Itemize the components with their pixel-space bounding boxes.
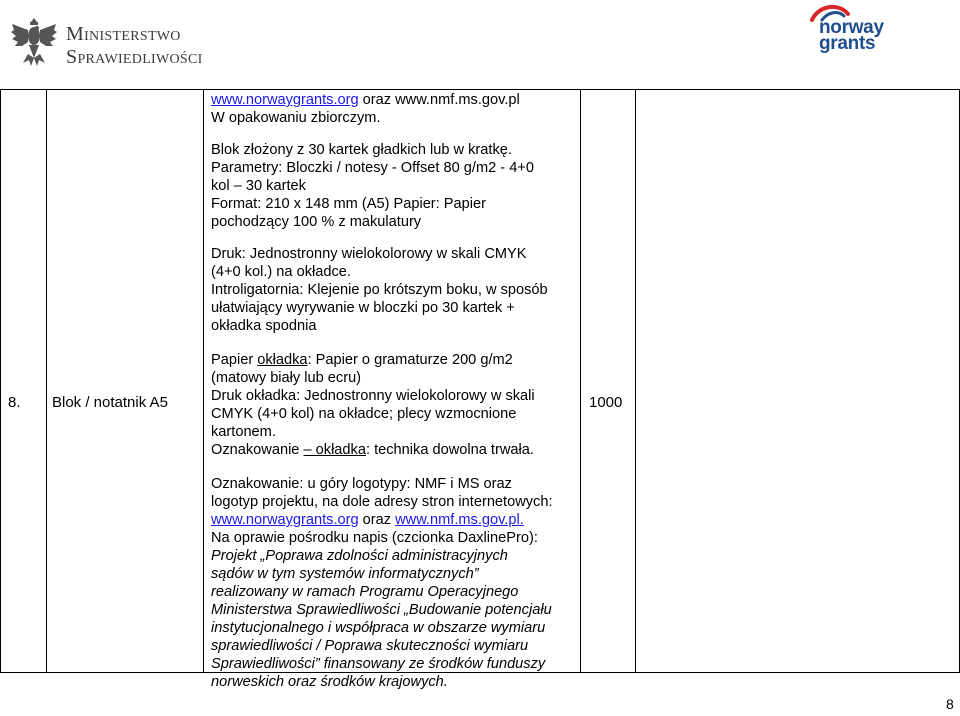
desc-line: norweskich oraz środków krajowych. bbox=[211, 674, 448, 690]
col-border-3 bbox=[203, 89, 204, 673]
desc-line: (4+0 kol.) na okładce. bbox=[211, 264, 351, 280]
row-number: 8. bbox=[8, 394, 21, 411]
item-name: Blok / notatnik A5 bbox=[52, 394, 168, 411]
polish-eagle-icon bbox=[10, 14, 58, 68]
quantity: 1000 bbox=[589, 394, 623, 411]
desc-line: W opakowaniu zbiorczym. bbox=[211, 110, 381, 126]
desc-line: Sprawiedliwości” finansowany ze środków funduszy bbox=[211, 656, 546, 672]
norway-grants-line1: norway bbox=[819, 17, 884, 38]
desc-line: www.norwaygrants.org oraz www.nmf.ms.gov.pl bbox=[211, 92, 520, 108]
desc-line: (matowy biały lub ecru) bbox=[211, 370, 362, 386]
col-border-5 bbox=[635, 89, 636, 673]
desc-line: instytucjonalnego i współpraca w obszarze wymiaru bbox=[211, 620, 546, 636]
desc-line: Na oprawie pośrodku napis (czcionka DaxlinePro): bbox=[211, 530, 538, 546]
desc-line: Druk: Jednostronny wielokolorowy w skali CMYK bbox=[211, 246, 527, 262]
nmf-link[interactable]: www.nmf.ms.gov.pl bbox=[395, 512, 520, 528]
col-border-2 bbox=[46, 89, 47, 673]
desc-line: sądów w tym systemów informatycznych” bbox=[211, 566, 479, 582]
desc-line: Druk okładka: Jednostronny wielokolorowy w skali bbox=[211, 388, 535, 404]
desc-line: realizowany w ramach Programu Operacyjnego bbox=[211, 584, 519, 600]
ministry-logo bbox=[10, 14, 210, 68]
desc-line: Oznakowanie – okładka: technika dowolna trwała. bbox=[211, 442, 534, 458]
desc-line: Parametry: Bloczki / notesy - Offset 80 g/m2 - 4+0 bbox=[211, 160, 534, 176]
desc-line: okładka spodnia bbox=[211, 318, 317, 334]
ministry-name-line1: MINISTERSTWO bbox=[66, 23, 181, 45]
norwaygrants-link-2[interactable]: www.norwaygrants.org bbox=[211, 512, 359, 528]
col-border-1 bbox=[0, 89, 1, 673]
page-number: 8 bbox=[946, 696, 954, 712]
desc-line: sprawiedliwości / Poprawa skuteczności wymiaru bbox=[211, 638, 529, 654]
desc-line: Papier okładka: Papier o gramaturze 200 g/m2 bbox=[211, 352, 513, 368]
item-description bbox=[211, 91, 591, 691]
desc-line: pochodzący 100 % z makulatury bbox=[211, 214, 422, 230]
norwaygrants-link[interactable]: www.norwaygrants.org bbox=[211, 92, 359, 108]
desc-line: logotyp projektu, na dole adresy stron internetowych: bbox=[211, 494, 553, 510]
desc-line: CMYK (4+0 kol) na okładce; plecy wzmocnione bbox=[211, 406, 517, 422]
desc-line: Introligatornia: Klejenie po krótszym boku, w sposób bbox=[211, 282, 548, 298]
desc-line: ułatwiający wyrywanie w bloczki po 30 kartek + bbox=[211, 300, 515, 316]
table-top-border bbox=[0, 89, 960, 90]
norway-grants-logo bbox=[808, 4, 888, 56]
desc-line: Format: 210 x 148 mm (A5) Papier: Papier bbox=[211, 196, 486, 212]
ministry-name-line2: SPRAWIEDLIWOŚCI bbox=[66, 46, 203, 68]
desc-line: Blok złożony z 30 kartek gładkich lub w kratkę. bbox=[211, 142, 512, 158]
desc-line: Ministerstwa Sprawiedliwości „Budowanie potencjału bbox=[211, 602, 552, 618]
desc-line: kartonem. bbox=[211, 424, 276, 440]
norway-grants-line2: grants bbox=[819, 33, 876, 54]
desc-line: Projekt „Poprawa zdolności administracyjnych bbox=[211, 548, 508, 564]
desc-line: Oznakowanie: u góry logotypy: NMF i MS oraz bbox=[211, 476, 512, 492]
desc-line: kol – 30 kartek bbox=[211, 178, 306, 194]
desc-line: www.norwaygrants.org oraz www.nmf.ms.gov.pl. bbox=[211, 512, 524, 528]
